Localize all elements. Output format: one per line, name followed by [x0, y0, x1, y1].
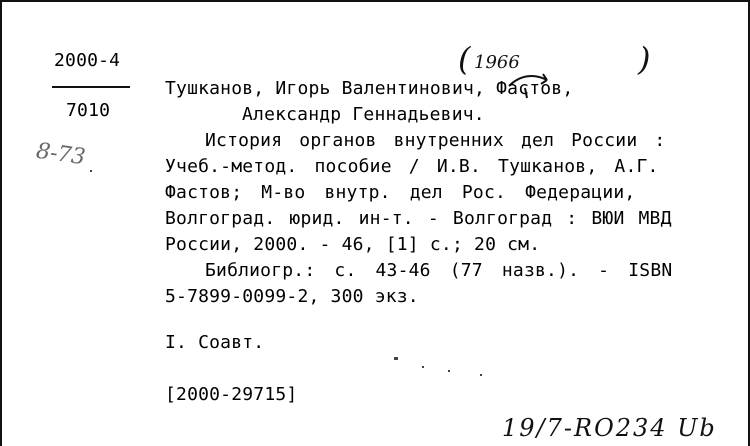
- tracing-line: I. Соавт.: [165, 332, 265, 353]
- title-line-4: Волгоград. юрид. ин-т. - Волгоград : ВЮИ МВД: [165, 208, 672, 229]
- scan-speck: [394, 357, 398, 360]
- scan-speck: [448, 370, 450, 372]
- scan-speck: [90, 170, 92, 172]
- inventory-handwritten-mark: 8-73: [34, 138, 87, 171]
- isbn-line: 5-7899-0099-2, 300 экз.: [165, 286, 419, 307]
- scan-speck: [422, 366, 424, 368]
- title-line-1: История органов внутренних дел России :: [205, 130, 666, 151]
- handwritten-year-open-paren: (: [458, 40, 471, 78]
- handwritten-year: 1966: [474, 52, 520, 73]
- handwritten-year-close-paren: ): [638, 40, 651, 78]
- title-line-3: Фастов; М-во внутр. дел Рос. Федерации,: [165, 182, 636, 203]
- bibliography-line: Библиогр.: с. 43-46 (77 назв.). - ISBN: [205, 260, 673, 281]
- index-number: 7010: [66, 100, 111, 121]
- registration-number: [2000-29715]: [165, 384, 298, 405]
- author-line: Тушканов, Игорь Валентинович, Фастов,: [165, 78, 574, 99]
- call-number-divider: [52, 86, 130, 88]
- call-number: 2000-4: [54, 50, 121, 71]
- imprint-line: России, 2000. - 46, [1] с.; 20 см.: [165, 234, 541, 255]
- title-line-2: Учеб.-метод. пособие / И.В. Тушканов, А.Г.: [165, 156, 659, 177]
- coauthor-line: Александр Геннадьевич.: [242, 104, 485, 125]
- scan-speck: [480, 374, 482, 376]
- bottom-handwritten-note: 19/7-RO234 Ub: [502, 414, 717, 442]
